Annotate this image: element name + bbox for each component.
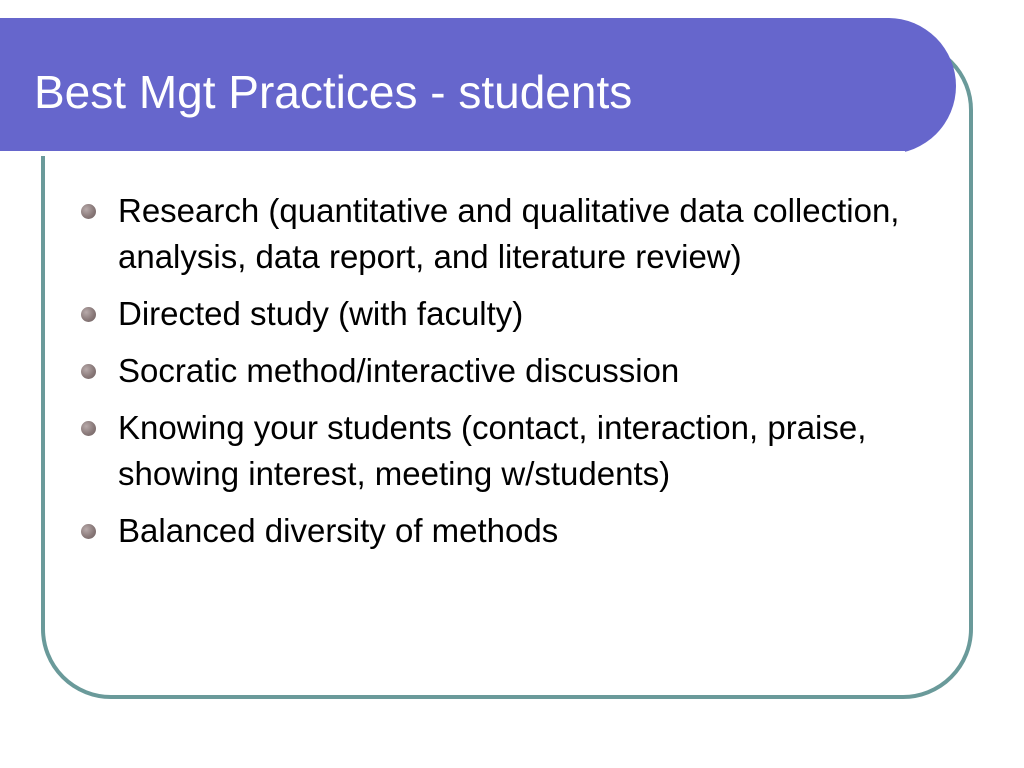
bullet-icon xyxy=(81,204,96,219)
bullet-item-knowing-students xyxy=(80,405,940,497)
bullet-text: Balanced diversity of methods xyxy=(118,512,559,549)
bullet-text: Directed study (with faculty) xyxy=(118,295,524,332)
bullet-text: Knowing your students (contact, interaction, praise, showing interest, meeting w/students) xyxy=(118,409,867,492)
title-bar xyxy=(0,18,956,154)
slide-title: Best Mgt Practices - students xyxy=(34,66,633,118)
bullet-text: Research (quantitative and qualitative data collection, analysis, data report, and literature review) xyxy=(118,192,900,275)
bullet-icon xyxy=(81,307,96,322)
title-underline xyxy=(0,151,905,156)
bullet-item-directed-study xyxy=(80,291,940,337)
bullet-icon xyxy=(81,421,96,436)
bullet-item-research xyxy=(80,188,940,280)
bullet-item-socratic-method xyxy=(80,348,940,394)
bullet-icon xyxy=(81,364,96,379)
bullet-text: Socratic method/interactive discussion xyxy=(118,352,680,389)
bullet-item-balanced-diversity xyxy=(80,508,940,554)
bullet-icon xyxy=(81,524,96,539)
bullet-list xyxy=(80,188,940,565)
